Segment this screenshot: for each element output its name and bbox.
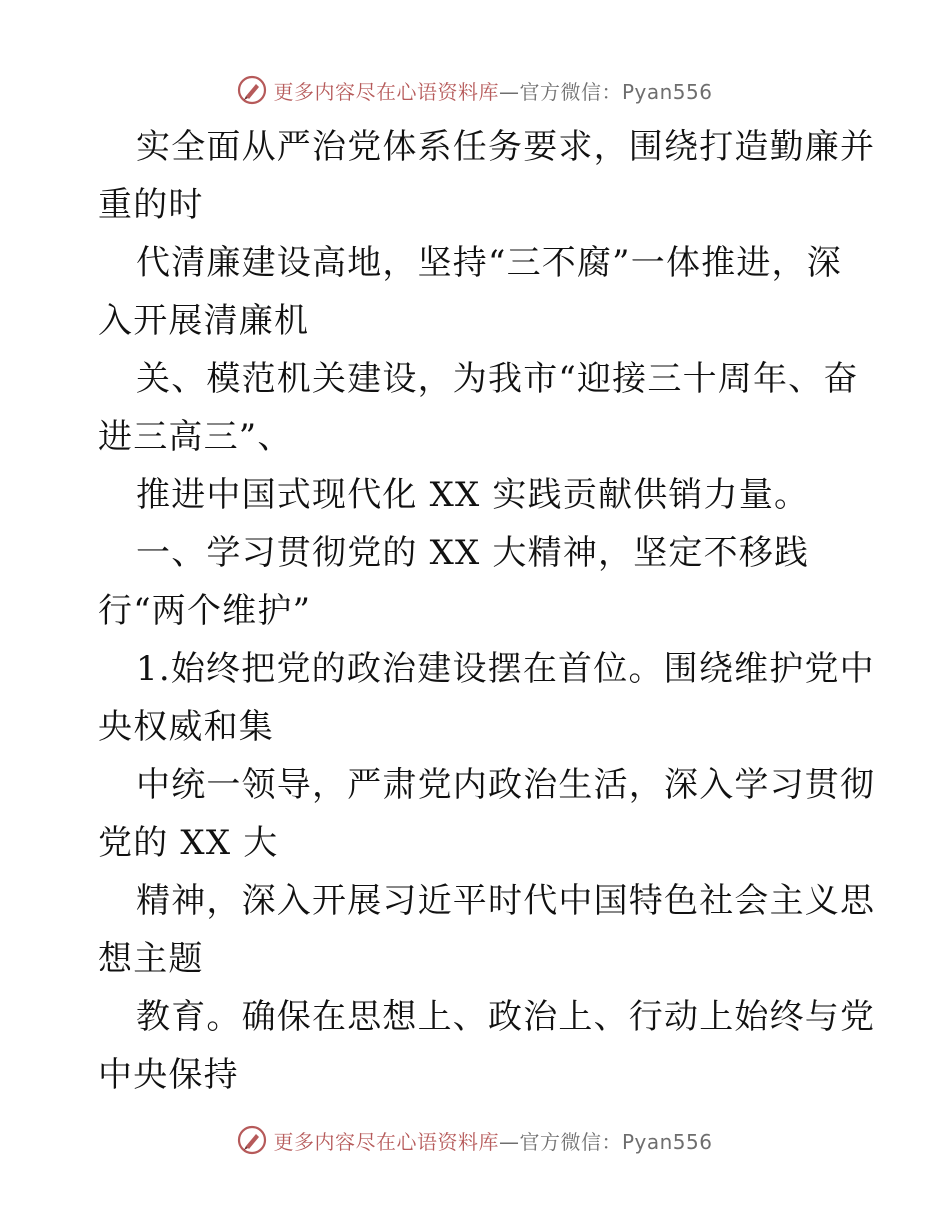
paragraph-line: 进三高三”、 <box>98 417 293 457</box>
paragraph-line: 中央保持 <box>98 1055 239 1095</box>
heading-line: 一、学习贯彻党的 XX 大精神，坚定不移践 <box>136 533 810 573</box>
paragraph <box>98 466 858 524</box>
paragraph-line: 党的 XX 大 <box>98 823 279 863</box>
paragraph <box>98 350 858 466</box>
watermark-text <box>273 76 712 105</box>
paragraph-line: 想主题 <box>98 939 204 979</box>
paragraph-line: 教育。确保在思想上、政治上、行动上始终与党 <box>136 997 876 1037</box>
pen-logo-icon <box>237 75 267 105</box>
watermark-text <box>273 1126 712 1155</box>
pen-logo-icon <box>237 1125 267 1155</box>
paragraph-line: 1.始终把党的政治建设摆在首位。围绕维护党中 <box>136 649 875 689</box>
paragraph-line: 央权威和集 <box>98 707 274 747</box>
heading-line: 行“两个维护” <box>98 591 312 631</box>
paragraph <box>98 640 875 756</box>
paragraph <box>98 872 876 988</box>
paragraph-line: 重的时 <box>98 185 204 225</box>
paragraph-line: 实全面从严治党体系任务要求，围绕打造勤廉并 <box>136 127 876 167</box>
watermark-prefix: 更多内容尽在心语资料库 <box>273 1129 499 1154</box>
paragraph-line: 推进中国式现代化 XX 实践贡献供销力量。 <box>136 475 810 515</box>
paragraph <box>98 756 876 872</box>
paragraph-line: 关、模范机关建设，为我市“迎接三十周年、奋 <box>136 359 859 399</box>
watermark-header <box>0 70 950 110</box>
paragraph-line: 入开展清廉机 <box>98 301 310 341</box>
paragraph <box>98 988 876 1104</box>
paragraph <box>98 234 858 350</box>
watermark-suffix: —官方微信：Pyan556 <box>498 1129 713 1154</box>
paragraph-line: 精神，深入开展习近平时代中国特色社会主义思 <box>136 881 876 921</box>
paragraph-line: 代清廉建设高地，坚持“三不腐”一体推进，深 <box>136 243 842 283</box>
document-body <box>98 118 876 1104</box>
watermark-prefix: 更多内容尽在心语资料库 <box>273 79 499 104</box>
watermark-suffix: —官方微信：Pyan556 <box>498 79 713 104</box>
section-heading <box>98 524 858 640</box>
paragraph <box>98 118 876 234</box>
paragraph-line: 中统一领导，严肃党内政治生活，深入学习贯彻 <box>136 765 876 805</box>
watermark-footer <box>0 1120 950 1160</box>
